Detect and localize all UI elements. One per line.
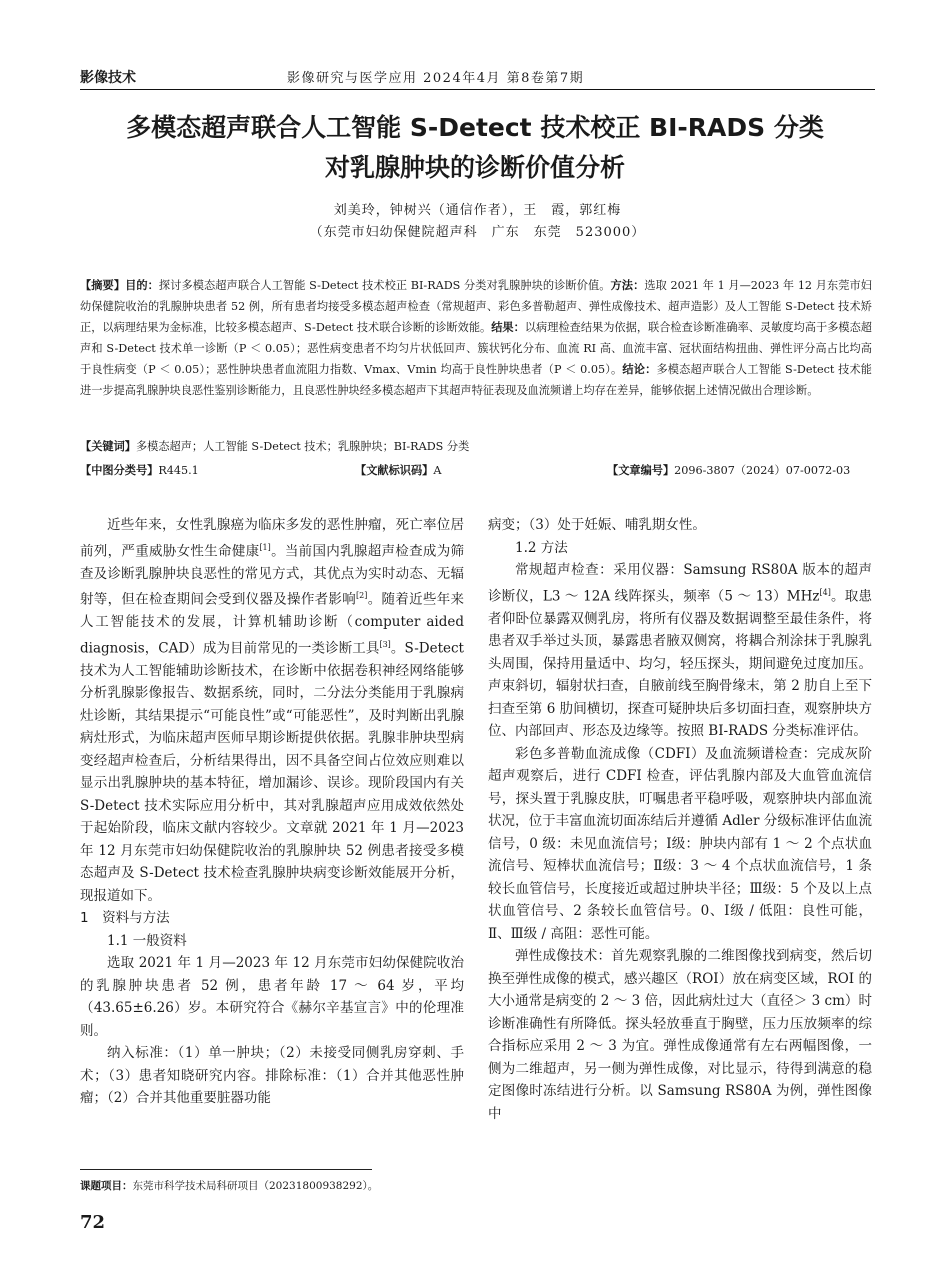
footnote-rule bbox=[80, 1169, 372, 1170]
objective-text: 探讨多模态超声联合人工智能 S-Detect 技术校正 BI-RADS 分类对乳腺肿块的诊断价值。 bbox=[158, 279, 611, 292]
doc-label: 【文献标识码】 bbox=[355, 464, 434, 477]
running-header bbox=[80, 64, 875, 88]
conclusion-text: 多模态超声联合人工智能 S-Detect 技术能进一步提高乳腺肿块良恶性鉴别诊断能力，且良恶性肿块经多模态超声下其超声特征表现及血流频谱上均存在差异，能够依据上述情况做出合理诊断。 bbox=[80, 363, 872, 397]
subsection-heading-1-1: 1.1 一般资料 bbox=[107, 932, 187, 949]
intro-text-2: 。当前国内乳腺超声检查成为筛查及诊断乳腺肿块良恶性的常见方式，其优点为实时动态、无辐射等，但在检查期间会受到仪器及操作者影响 bbox=[80, 543, 465, 608]
classification-line bbox=[80, 462, 872, 480]
document-code bbox=[355, 462, 441, 478]
article-number bbox=[607, 462, 850, 478]
article-title bbox=[60, 108, 890, 188]
section-heading-1: 1 资料与方法 bbox=[80, 910, 170, 926]
subsection-heading-1-2: 1.2 方法 bbox=[515, 539, 568, 556]
authors: 刘美玲，钟树兴（通信作者），王 霞，郭红梅 bbox=[333, 203, 622, 218]
conventional-text-2: 。取患者仰卧位暴露双侧乳房，将所有仪器及数据调整至最佳条件，将患者双手举过头顶，暴露患者腋双侧窝，将耦合剂涂抹于乳腺乳头周围，保持用量适中、均匀，轻压探头，期间避免过度加压。声束斜切，辐射状扫查，自腋前线至胸骨缘末，第 2 肋自上至下扫查至第 6 肋间横切，探查可疑肿块后多切面扫查，观察肿块方位、内部回声、形态及边缘等。按照 BI-RADS 分类标准评估。 bbox=[488, 588, 872, 739]
journal-info: 影像研究与医学应用 2024年4月 第8卷第7期 bbox=[287, 71, 585, 86]
article-label: 【文章编号】 bbox=[607, 464, 675, 477]
footnote bbox=[80, 1178, 480, 1193]
affiliation: （东莞市妇幼保健院超声科 广东 东莞 523000） bbox=[309, 225, 646, 240]
objective-label: 目的： bbox=[125, 278, 159, 292]
citation-1: [1] bbox=[259, 542, 271, 552]
section-tag: 影像技术 bbox=[80, 70, 136, 86]
cdfi-paragraph: 彩色多普勒血流成像（CDFI）及血流频谱检查：完成灰阶超声观察后，进行 CDFI 检查，评估乳腺内部及大血管血流信号，探头置于乳腺皮肤，叮嘱患者平稳呼吸，观察肿块内部血流状况，位于丰富血流切面冻结后并遵循 Adler 分级标准评估血流信号，0 级：未见血流信号；Ⅰ级：肿块内部有 1 ～ 2 个点状血流信号、短棒状血流信号；Ⅱ级：3 ～ 4 个点状血流信号，1 条较长血管信号，长度接近或超过肿块半径；Ⅲ级：5 个及以上点状血管信号、2 条较长血管信号。0、Ⅰ级 / 低阻：良性可能，Ⅱ、Ⅲ级 / 高阻：恶性可能。 bbox=[488, 745, 872, 942]
conventional-ultrasound-paragraph bbox=[488, 559, 872, 743]
article-value: 2096-3807（2024）07-0072-03 bbox=[674, 464, 851, 477]
abstract-label: 【摘要】 bbox=[80, 279, 126, 292]
criteria-paragraph: 纳入标准：（1）单一肿块；（2）未接受同侧乳房穿刺、手术；（3）患者知晓研究内容。排除标准：（1）合并其他恶性肿瘤；（2）合并其他重要脏器功能 bbox=[80, 1045, 464, 1106]
doc-value: A bbox=[433, 464, 442, 477]
body-left-column bbox=[80, 514, 464, 1110]
header-rule bbox=[80, 89, 875, 90]
footnote-label: 课题项目： bbox=[80, 1180, 133, 1192]
criteria-continuation: 病变；（3）处于妊娠、哺乳期女性。 bbox=[488, 517, 706, 533]
abstract bbox=[80, 275, 872, 401]
methods-text: 选取 2021 年 1 月—2023 年 12 月东莞市妇幼保健院收治的乳腺肿块患者 52 例，所有患者均接受多模态超声检查（常规超声、彩色多普勒超声、弹性成像技术、超声造影）及人工智能 S-Detect 技术矫正，以病理结果为金标准，比较多模态超声、S-Detect 技术联合诊断的诊断效能。 bbox=[80, 279, 872, 334]
conclusion-label: 结论： bbox=[622, 362, 657, 376]
intro-text-1: 近些年来，女性乳腺癌为临床多发的恶性肿瘤，死亡率位居前列，严重威胁女性生命健康 bbox=[80, 517, 464, 559]
results-text: 以病理检查结果为依据，联合检查诊断准确率、灵敏度均高于多模态超声和 S-Detect 技术单一诊断（P ＜ 0.05）；恶性病变患者不均匀片状低回声、簇状钙化分布、血流 RI 高、血流丰富、冠状面结构扭曲、弹性评分高占比均高于良性病变（P ＜ 0.05）；恶性肿块患者血流阻力指数、Vmax、Vmin 均高于良性肿块患者（P ＜ 0.05）。 bbox=[80, 321, 872, 376]
clc-code bbox=[80, 462, 199, 478]
keywords-label: 【关键词】 bbox=[80, 440, 136, 453]
general-data-paragraph: 选取 2021 年 1 月—2023 年 12 月东莞市妇幼保健院收治的乳腺肿块患者 52 例，患者年龄 17 ～ 64 岁，平均（43.65±6.26）岁。本研究符合《赫尔辛基宣言》中的伦理准则。 bbox=[80, 955, 464, 1039]
body-right-column bbox=[488, 514, 872, 1125]
citation-4: [4] bbox=[819, 587, 831, 597]
results-label: 结果： bbox=[491, 320, 525, 334]
citation-3: [3] bbox=[379, 639, 391, 649]
page-number: 72 bbox=[80, 1212, 106, 1233]
citation-2: [2] bbox=[356, 591, 368, 600]
elastography-paragraph: 弹性成像技术：首先观察乳腺的二维图像找到病变，然后切换至弹性成像的模式，感兴趣区（ROI）放在病变区域，ROI 的大小通常是病变的 2 ～ 3 倍，因此病灶过大（直径＞ 3 cm）时诊断准确性有所降低。探头轻放垂直于胸壁，压力压放频率的综合指标应采用 2 ～ 3 为宜。弹性成像通常有左右两幅图像，一侧为二维超声，另一侧为弹性成像，对比显示，待得到满意的稳定图像时冻结进行分析。以 Samsung RS80A 为例，弹性图像中 bbox=[488, 948, 872, 1122]
intro-paragraph bbox=[80, 514, 464, 907]
conventional-text-1: 常规超声检查：采用仪器：Samsung RS80A 版本的超声诊断仪，L3 ～ 12A 线阵探头，频率（5 ～ 13）MHz bbox=[488, 562, 872, 604]
title-line-2: 对乳腺肿块的诊断价值分析 bbox=[324, 153, 625, 182]
keywords-text: 多模态超声；人工智能 S-Detect 技术；乳腺肿块；BI-RADS 分类 bbox=[135, 440, 470, 453]
footnote-text: 东莞市科学技术局科研项目（20231800938292）。 bbox=[132, 1180, 379, 1192]
intro-text-3: 。随着近些年来人工智能技术的发展，计算机辅助诊断（computer aided diagnosis，CAD）成为目前常见的一类诊断工具 bbox=[80, 591, 465, 656]
keywords bbox=[80, 438, 872, 454]
methods-label: 方法： bbox=[610, 278, 645, 292]
clc-label: 【中图分类号】 bbox=[80, 464, 159, 477]
title-line-1: 多模态超声联合人工智能 S-Detect 技术校正 BI-RADS 分类 bbox=[126, 113, 824, 142]
clc-value: R445.1 bbox=[158, 464, 199, 477]
intro-text-4: 。S-Detect 技术为人工智能辅助诊断技术，在诊断中依据卷积神经网络能够分析乳腺影像报告、数据系统，同时，二分法分类能用于乳腺病灶诊断，其结果提示“可能良性”或“可能恶性”，及时判断出乳腺病灶形式，为临床超声医师早期诊断提供依据。乳腺非肿块型病变经超声检查后，分析结果得出，因不具备空间占位效应则难以显示出乳腺肿块的基本特征，增加漏诊、误诊。现阶段国内有关 S-Detect 技术实际应用分析中，其对乳腺超声应用成效依然处于起始阶段，临床文献内容较少。文章就 2021 年 1 月—2023 年 12 月东莞市妇幼保健院收治的乳腺肿块 52 例患者接受多模态超声及 S-Detect 技术检查乳腺肿块病变诊断效能展开分析，现报道如下。 bbox=[80, 640, 464, 904]
